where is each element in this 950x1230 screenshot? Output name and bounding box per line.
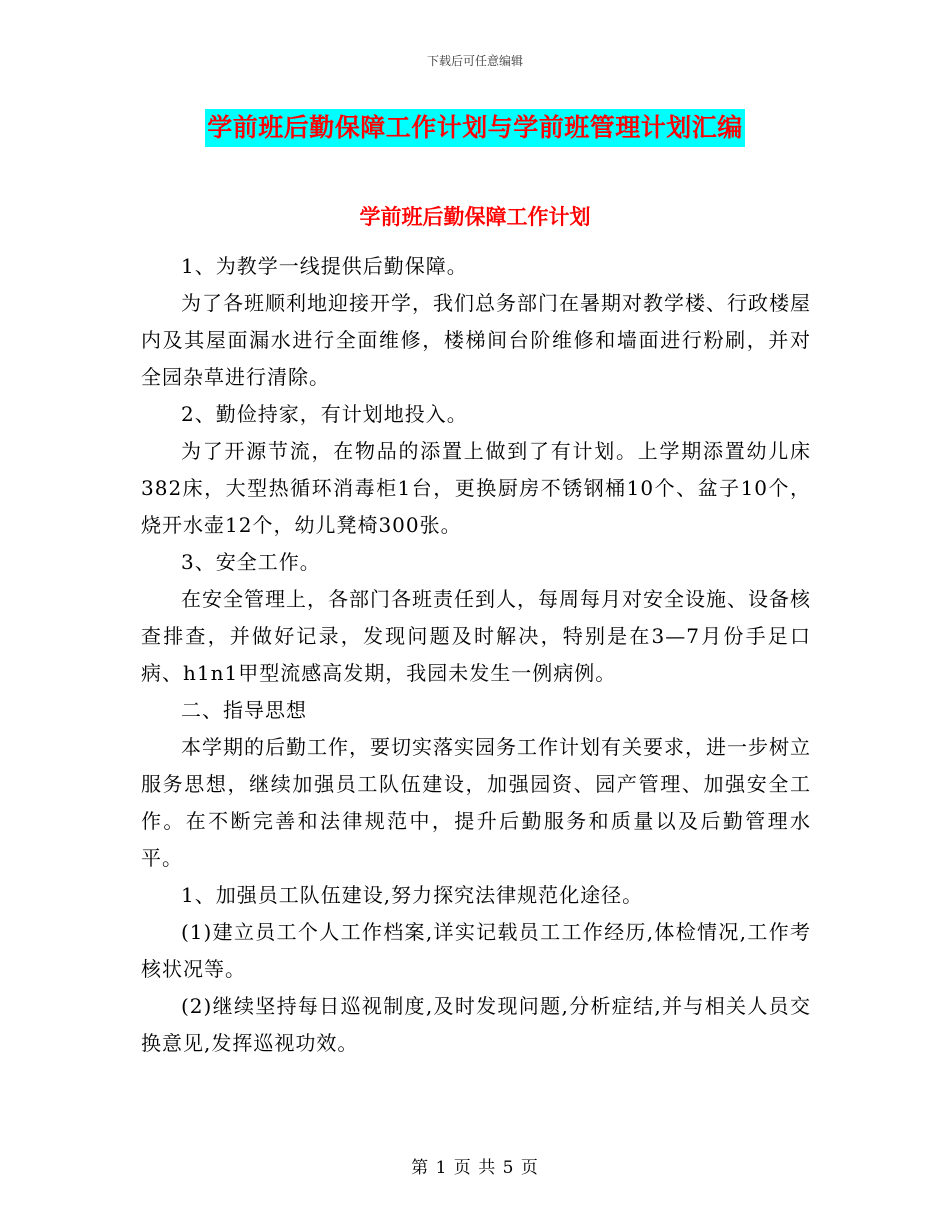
paragraph: (2)继续坚持每日巡视制度,及时发现问题,分析症结,并与相关人员交换意见,发挥巡视功效。 xyxy=(141,994,811,1055)
main-title: 学前班后勤保障工作计划与学前班管理计划汇编 xyxy=(205,109,745,147)
paragraph: 2、勤俭持家，有计划地投入。 xyxy=(181,402,468,426)
section-title: 学前班后勤保障工作计划 xyxy=(359,205,591,229)
paragraph: 本学期的后勤工作，要切实落实园务工作计划有关要求，进一步树立服务思想，继续加强员工队伍建设，加强园资、园产管理、加强安全工作。在不断完善和法律规范中，提升后勤服务和质量以及后勤管理水平。 xyxy=(141,735,811,870)
paragraph: 为了开源节流，在物品的添置上做到了有计划。上学期添置幼儿床382床，大型热循环消毒柜1台，更换厨房不锈钢桶10个、盆子10个，烧开水壶12个，幼儿凳椅300张。 xyxy=(141,439,811,537)
page-number-footer: 第 1 页 共 5 页 xyxy=(411,1158,539,1178)
header-note: 下载后可任意编辑 xyxy=(426,54,523,68)
paragraph: 为了各班顺利地迎接开学，我们总务部门在暑期对教学楼、行政楼屋内及其屋面漏水进行全面维修，楼梯间台阶维修和墙面进行粉刷，并对全园杂草进行清除。 xyxy=(141,291,811,389)
body-text xyxy=(141,248,811,1062)
paragraph: 在安全管理上，各部门各班责任到人，每周每月对安全设施、设备核查排查，并做好记录，发现问题及时解决，特别是在3—7月份手足口病、h1n1甲型流感高发期，我园未发生一例病例。 xyxy=(141,587,811,685)
paragraph: 1、为教学一线提供后勤保障。 xyxy=(181,254,468,278)
main-title-container xyxy=(0,109,950,147)
paragraph: (1)建立员工个人工作档案,详实记载员工工作经历,体检情况,工作考核状况等。 xyxy=(141,920,811,981)
paragraph: 二、指导思想 xyxy=(181,698,307,722)
paragraph: 3、安全工作。 xyxy=(181,550,321,574)
paragraph: 1、加强员工队伍建设,努力探究法律规范化途径。 xyxy=(181,883,644,907)
